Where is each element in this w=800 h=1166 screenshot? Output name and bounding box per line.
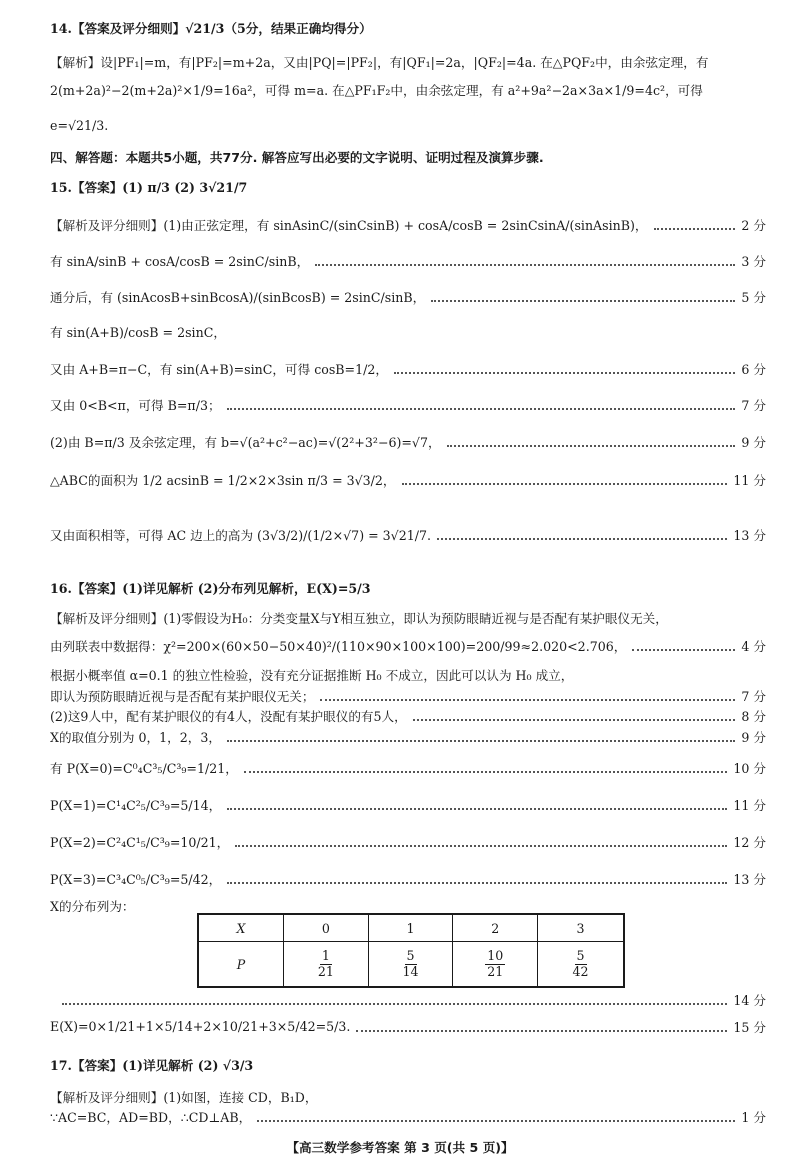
q16-step: 有 P(X=0)=C⁰₄C³₅/C³₉=1/21， 10 分 (50, 758, 766, 777)
q16-step: (2)这9人中，配有某护眼仪的有4人，没配有某护眼仪的有5人， 8 分 (50, 706, 766, 725)
points: 9 分 (741, 435, 766, 450)
q14-analysis-1: 【解析】设|PF₁|=m，有|PF₂|=m+2a，又由|PQ|=|PF₂|，有|QF₁|=2a，|QF₂|=4a. 在△PQF₂中，由余弦定理，有 (50, 55, 709, 70)
q15-step: (2)由 B=π/3 及余弦定理，有 b=√(a²+c²−ac)=√(2²+3²−6)=√7， 9 分 (50, 432, 766, 451)
q16-step: P(X=2)=C²₄C¹₅/C³₉=10/21， 12 分 (50, 832, 766, 851)
table-points-line (62, 990, 766, 1009)
points: 8 分 (741, 709, 766, 724)
table-cell: $\frac{5}{42}$ (538, 942, 624, 988)
points: 14 分 (733, 993, 766, 1008)
q15-step: 通分后，有 (sinAcosB+sinBcosA)/(sinBcosB) = 2sinC/sinB， 5 分 (50, 287, 766, 306)
q16-step: 根据小概率值 α=0.1 的独立性检验，没有充分证据推断 H₀ 不成立，因此可以认为 H₀ 成立， (50, 668, 574, 683)
points: 3 分 (741, 254, 766, 269)
points: 6 分 (741, 362, 766, 377)
q15-step: 【解析及评分细则】(1)由正弦定理，有 sinAsinC/(sinCsinB) + cosA/cosB = 2sinCsinA/(sinAsinB)， 2 分 (50, 215, 766, 234)
q15-step: 又由 A+B=π−C，有 sin(A+B)=sinC，可得 cosB=1/2， 6 分 (50, 359, 766, 378)
table-cell: 1 (368, 914, 453, 942)
points: 4 分 (741, 639, 766, 654)
q15-step: 有 sin(A+B)/cosB = 2sinC， (50, 325, 226, 340)
q15-step: △ABC的面积为 1/2 acsinB = 1/2×2×3sin π/3 = 3√3/2， 11 分 (50, 470, 766, 489)
q15-step: 又由面积相等，可得 AC 边上的高为 (3√3/2)/(1/2×√7) = 3√21/7. 13 分 (50, 525, 766, 544)
table-header-p: P (198, 942, 284, 988)
q16-step: 即认为预防眼睛近视与是否配有某护眼仪无关； 7 分 (50, 686, 766, 705)
page-footer: 【高三数学参考答案 第 3 页(共 5 页)】 (286, 1140, 514, 1155)
q16-step: 由列联表中数据得：χ²=200×(60×50−50×40)²/(110×90×100×100)=200/99≈2.020<2.706， 4 分 (50, 636, 766, 655)
q15-answer: 15.【答案】(1) π/3 (2) 3√21/7 (50, 180, 248, 195)
points: 13 分 (733, 528, 766, 543)
q16-step: 【解析及评分细则】(1)零假设为H₀：分类变量X与Y相互独立，即认为预防眼睛近视与是否配有某护眼仪无关， (50, 611, 668, 626)
points: 11 分 (733, 798, 766, 813)
q17-answer: 17.【答案】(1)详见解析 (2) √3/3 (50, 1058, 254, 1073)
points: 5 分 (741, 290, 766, 305)
points: 2 分 (741, 218, 766, 233)
q14-analysis-2: 2(m+2a)²−2(m+2a)²×1/9=16a²，可得 m=a. 在△PF₁F₂中，由余弦定理，有 a²+9a²−2a×3a×1/9=4c²，可得 (50, 83, 703, 98)
table-cell: 3 (538, 914, 624, 942)
distribution-table (197, 913, 625, 988)
points: 9 分 (741, 730, 766, 745)
q14-answer (50, 18, 766, 37)
table-cell: $\frac{1}{21}$ (284, 942, 369, 988)
section-four-heading: 四、解答题：本题共5小题，共77分. 解答应写出必要的文字说明、证明过程及演算步骤. (50, 150, 544, 165)
table-cell: $\frac{10}{21}$ (453, 942, 538, 988)
points: 10 分 (733, 761, 766, 776)
q16-answer: 16.【答案】(1)详见解析 (2)分布列见解析，E(X)=5/3 (50, 581, 371, 596)
q17-step: ∵AC=BC，AD=BD，∴CD⊥AB， 1 分 (50, 1107, 766, 1126)
q15-step: 有 sinA/sinB + cosA/cosB = 2sinC/sinB， 3 分 (50, 251, 766, 270)
points: 15 分 (733, 1020, 766, 1035)
table-cell: 2 (453, 914, 538, 942)
table-row-p (198, 942, 624, 988)
q15-step: 又由 0<B<π，可得 B=π/3； 7 分 (50, 395, 766, 414)
points: 7 分 (741, 398, 766, 413)
q16-step: X的取值分别为 0，1，2，3， 9 分 (50, 727, 766, 746)
table-row-x (198, 914, 624, 942)
q16-step: X的分布列为： (50, 899, 135, 914)
points: 11 分 (733, 473, 766, 488)
q16-step: P(X=1)=C¹₄C²₅/C³₉=5/14， 11 分 (50, 795, 766, 814)
q14-analysis-3: e=√21/3. (50, 118, 109, 133)
table-cell: $\frac{5}{14}$ (368, 942, 453, 988)
table-header-x: X (198, 914, 284, 942)
points: 13 分 (733, 872, 766, 887)
q14-answer-line: 14.【答案及评分细则】√21/3（5分，结果正确均得分） (50, 21, 372, 36)
q16-step: P(X=3)=C³₄C⁰₅/C³₉=5/42， 13 分 (50, 869, 766, 888)
table-cell: 0 (284, 914, 369, 942)
points: 1 分 (741, 1110, 766, 1125)
points: 7 分 (741, 689, 766, 704)
q16-expectation: E(X)=0×1/21+1×5/14+2×10/21+3×5/42=5/3. 15 分 (50, 1019, 766, 1035)
points: 12 分 (733, 835, 766, 850)
q17-step: 【解析及评分细则】(1)如图，连接 CD，B₁D， (50, 1090, 318, 1105)
